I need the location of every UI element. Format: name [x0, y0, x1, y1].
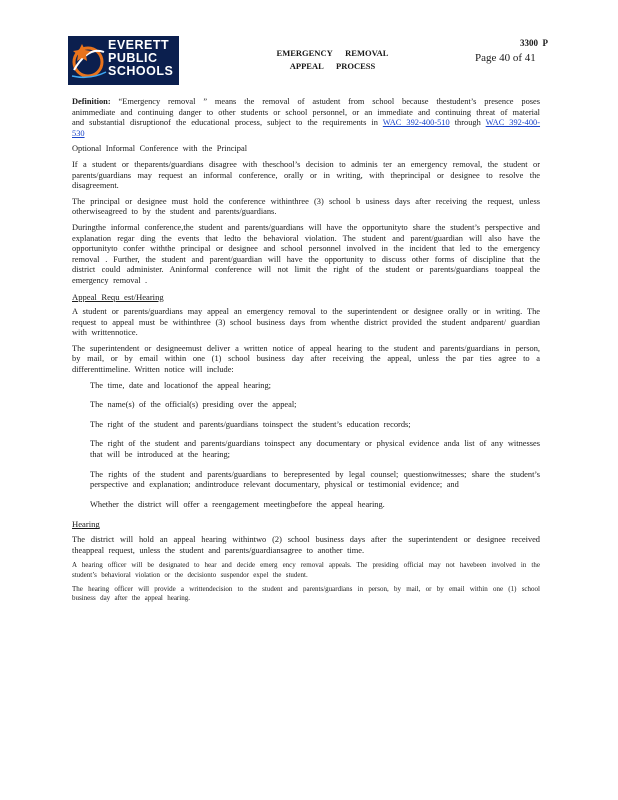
list-item-text: The name(s) of the official(s) presiding over the appeal;: [90, 400, 297, 410]
list-item: [72, 470, 540, 491]
document-title-line-2: APPEAL PROCESS: [289, 61, 376, 71]
list-item: [72, 381, 540, 392]
list-item-text: The time, date and locationof the appeal hearing;: [90, 380, 271, 390]
list-item: [72, 420, 540, 431]
logo-text: [108, 39, 178, 78]
policy-number: 3300: [520, 38, 538, 48]
hearing-paragraph: The district will hold an appeal hearing withintwo (2) school business days after the superintendent or designee received theappeal request, unless the student and parents/guardiansagree to another time.: [72, 535, 540, 555]
appeal-paragraph-1: A student or parents/guardians may appeal an emergency removal to the superintendent or designee orally or in writing. The request to appeal must be withinthree (3) school business days from whenthe district provided the student andparent/ guardian with writtennotice.: [72, 307, 540, 338]
list-item: [72, 439, 540, 460]
wac-link-510[interactable]: WAC 392-400-510: [382, 118, 450, 128]
policy-suffix: P: [542, 38, 548, 48]
document-title-line-1: EMERGENCY REMOVAL: [276, 48, 389, 58]
logo-line-3: SCHOOLS: [108, 64, 174, 78]
hearing-heading: Hearing: [72, 519, 100, 530]
list-item-text: Whether the district will offer a reengagement meetingbefore the appeal hearing.: [90, 499, 385, 509]
informal-paragraph-1: If a student or theparents/guardians disagree with theschool’s decision to adminis ter an emergency removal, the student or parents/guardians may request an informal conference, orally or in writing, with theprincipal or designee to resolve the disagreement.: [72, 159, 540, 191]
list-item-text: The rights of the student and parents/guardians to berepresented by legal counsel; questionwitnesses; share the student’s perspective and explanation; andintroduce relevant documentary, physical or testimonial evidence; and: [90, 469, 540, 490]
informal-paragraph-2: The principal or designee must hold the conference withinthree (3) school b usiness days after receiving the request, unless otherwiseagreed to by the student and parents/guardians.: [72, 196, 540, 217]
list-item: [72, 400, 540, 411]
informal-paragraph-3: Duringthe informal conference,the student and parents/guardians will have the opportunityto share the student’s perspective and explanation regar ding the events that ledto the behavioral violation. The student and parent/guardian will also have the opportunityto confer withthe principal or designee and school personnel involved in the incident that led to the emergency removal . Further, the student and parent/guardian will have the opportunity to discuss other forms of discipline that the district could administer. Aninformal conference will not limit the right of the student or parents/guardians toappeal the emergency removal .: [72, 222, 540, 285]
document-body: [72, 97, 540, 609]
hearing-decision-paragraph: The hearing officer will provide a writtendecision to the student and parents/guardians in person, by mail, or by email within one (1) school business day after the appeal hearing.: [72, 585, 540, 603]
logo-line-1: EVERETT: [108, 38, 170, 52]
document-title: [265, 47, 400, 73]
informal-conference-heading: Optional Informal Conference with the Principal: [72, 144, 248, 154]
logo-line-2: PUBLIC: [108, 51, 158, 65]
definition-between: through: [454, 118, 481, 128]
list-item-text: The right of the student and parents/guardians toinspect any documentary or physical evidence anda list of any witnesses that will be introduced at the hearing;: [90, 439, 540, 460]
notice-contents-list: [72, 381, 540, 511]
appeal-paragraph-2: The superintendent or designeemust deliver a written notice of appeal hearing to the student and parents/guardians in person, by mail, or by email within one (1) school business day after receiving the appeal, unless the par ties agree to a differenttimeline. Written notice will include:: [72, 343, 540, 375]
list-item-text: The right of the student and parents/guardians toinspect the student’s education records;: [90, 419, 411, 429]
definition-text: “Emergency removal ” means the removal of astudent from school because thestudent’s presence poses animmediate and continuing danger to other students or school personnel, or an immediate and continuing threat of material and substantial disruptionof the educational process, subject to the requirements in: [72, 97, 540, 128]
hearing-officer-paragraph: A hearing officer will be designated to hear and decide emerg ency removal appeals. The presiding official may not havebeen involved in the student’s behavioral violation or the decisionto suspendor expel the student.: [72, 561, 540, 579]
list-item: [72, 500, 540, 511]
district-logo: [68, 36, 179, 85]
definition-label: Definition:: [72, 97, 111, 106]
page-number: Page 40 of 41: [475, 52, 536, 64]
wac-link-530[interactable]: WAC 392-400-530: [72, 118, 541, 138]
definition-paragraph: [72, 97, 540, 139]
appeal-heading: Appeal Requ est/Hearing: [72, 291, 164, 302]
